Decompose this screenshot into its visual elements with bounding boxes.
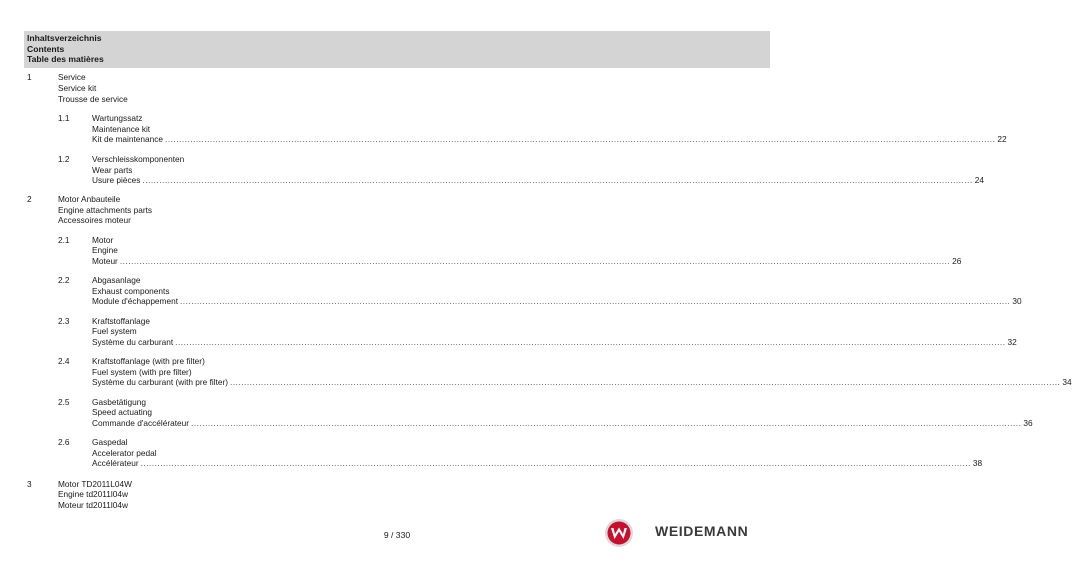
- entry-number: 1.1: [58, 113, 70, 123]
- dot-leader: ........................................................................................................................................................................................................................................................................................................: [230, 377, 1061, 387]
- entry-page: 30: [1012, 296, 1022, 306]
- toc-entry-link[interactable]: [92, 458, 983, 468]
- entry-number: 2.2: [58, 275, 70, 285]
- dot-leader: ........................................................................................................................................................................................................................................................................................................: [180, 296, 1011, 306]
- dot-leader: ........................................................................................................................................................................................................................................................................................................: [119, 256, 951, 266]
- entry-title-fr: Commande d'accélérateur: [92, 418, 190, 428]
- entry-title-fr: Moteur: [92, 256, 118, 266]
- weidemann-logo-icon: [604, 518, 634, 548]
- entry-title-de: Abgasanlage: [92, 275, 141, 285]
- entry-title-fr: Kit de maintenance: [92, 134, 164, 144]
- section-title-fr: Trousse de service: [58, 94, 128, 104]
- dot-leader: ........................................................................................................................................................................................................................................................................................................: [165, 134, 996, 144]
- section-title-fr: Accessoires moteur: [58, 215, 131, 225]
- section-title-de: Service: [58, 72, 86, 82]
- entry-title-fr: Système du carburant (with pre filter): [92, 377, 229, 387]
- entry-title-en: Accelerator pedal: [92, 448, 157, 458]
- dot-leader: ........................................................................................................................................................................................................................................................................................................: [191, 418, 1022, 428]
- entry-number: 2.4: [58, 356, 70, 366]
- entry-page: 34: [1062, 377, 1072, 387]
- entry-number: 2.1: [58, 235, 70, 245]
- entry-number: 2.5: [58, 397, 70, 407]
- entry-title-fr: Accélérateur: [92, 458, 139, 468]
- section-title-en: Engine attachments parts: [58, 205, 153, 215]
- entry-page: 32: [1007, 337, 1017, 347]
- toc-title-fr: Table des matières: [27, 54, 104, 64]
- section-title-de: Motor Anbauteile: [58, 194, 121, 204]
- toc-entry-link[interactable]: [92, 256, 962, 266]
- entry-title-de: Wartungssatz: [92, 113, 143, 123]
- toc-title-en: Contents: [27, 43, 65, 54]
- dot-leader: ........................................................................................................................................................................................................................................................................................................: [140, 458, 971, 468]
- entry-title-de: Motor: [92, 235, 114, 245]
- toc-entry-link[interactable]: [92, 134, 1007, 144]
- entry-title-en: Speed actuating: [92, 407, 152, 417]
- section-number: 3: [27, 479, 32, 489]
- toc-entry-link[interactable]: [92, 418, 1033, 428]
- entry-title-de: Verschleisskomponenten: [92, 154, 185, 164]
- entry-title-de: Kraftstoffanlage: [92, 316, 150, 326]
- entry-title-en: Maintenance kit: [92, 124, 151, 134]
- toc-entry-link[interactable]: [92, 296, 1022, 306]
- section-title-fr: Moteur td2011l04w: [58, 500, 128, 510]
- entry-title-fr: Module d'échappement: [92, 296, 178, 306]
- entry-title-en: Engine: [92, 245, 118, 255]
- entry-title-en: Fuel system: [92, 326, 137, 336]
- entry-page: 36: [1023, 418, 1033, 428]
- dot-leader: ........................................................................................................................................................................................................................................................................................................: [175, 337, 1006, 347]
- section-title-en: Service kit: [58, 83, 97, 93]
- toc-entry-link[interactable]: [92, 337, 1017, 347]
- toc-entry-link[interactable]: [92, 377, 1072, 387]
- entry-title-de: Gaspedal: [92, 437, 128, 447]
- toc-title-de: Inhaltsverzeichnis: [27, 33, 102, 43]
- entry-page: 22: [997, 134, 1007, 144]
- entry-number: 1.2: [58, 154, 70, 164]
- section-number: 1: [27, 72, 32, 82]
- entry-title-fr: Système du carburant: [92, 337, 174, 347]
- entry-title-de: Kraftstoffanlage (with pre filter): [92, 356, 205, 366]
- toc-entry-link[interactable]: [92, 175, 984, 185]
- entry-title-de: Gasbetätigung: [92, 397, 146, 407]
- entry-number: 2.3: [58, 316, 70, 326]
- dot-leader: ........................................................................................................................................................................................................................................................................................................: [142, 175, 973, 185]
- entry-title-fr: Usure pièces: [92, 175, 141, 185]
- section-number: 2: [27, 194, 32, 204]
- entry-page: 26: [952, 256, 962, 266]
- entry-title-en: Exhaust components: [92, 286, 170, 296]
- entry-title-en: Wear parts: [92, 165, 133, 175]
- entry-title-en: Fuel system (with pre filter): [92, 367, 192, 377]
- toc-header: [24, 31, 770, 68]
- entry-page: 38: [972, 458, 983, 468]
- page-indicator: 9 / 330: [383, 530, 411, 540]
- brand-name: WEIDEMANN: [655, 523, 749, 539]
- entry-page: 24: [974, 175, 984, 185]
- entry-number: 2.6: [58, 437, 70, 447]
- section-title-en: Engine td2011l04w: [58, 489, 128, 499]
- section-title-de: Motor TD2011L04W: [58, 479, 132, 489]
